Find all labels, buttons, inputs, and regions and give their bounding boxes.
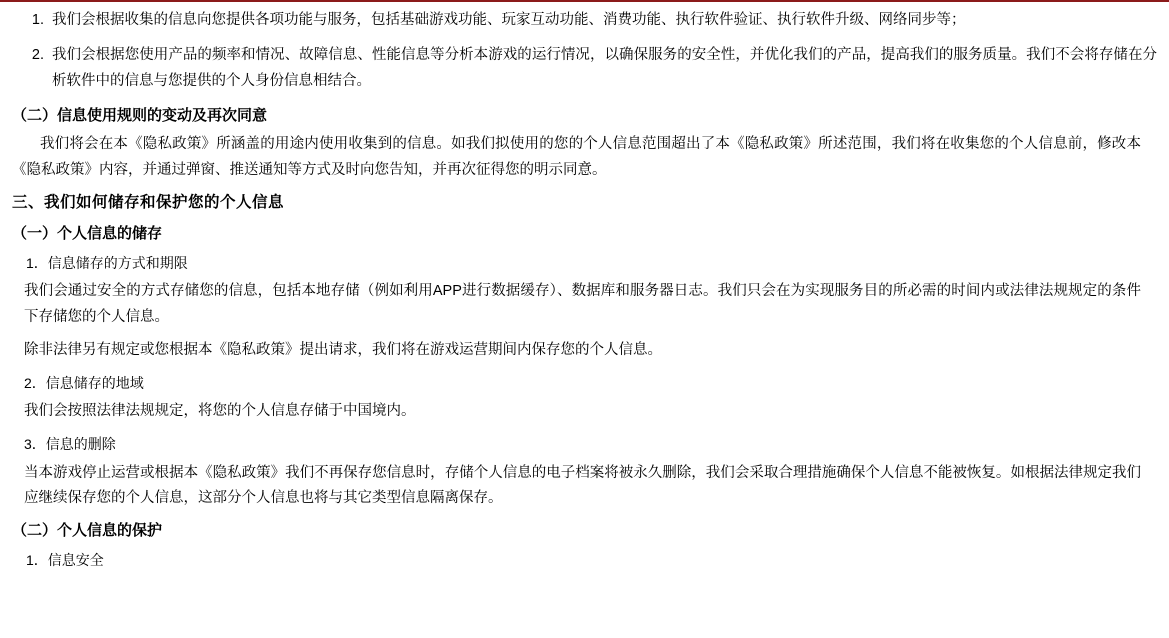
list-item-text: 2. 我们会根据您使用产品的频率和情况、故障信息、性能信息等分析本游戏的运行情况，以确保服务的安全性，并优化我们的产品，提高我们的服务质量。我们不会将存储在分析软件中的信息与您提供的个人身份信息相结合。 [52,47,1157,89]
list-item [48,8,1157,33]
list-item [48,43,1157,94]
sub-sub-heading-information-security: 1．信息安全 [26,552,104,569]
top-divider-rule [0,0,1169,2]
sub-sub-heading-information-deletion: 3．信息的删除 [24,435,116,452]
paragraph-information-deletion: 当本游戏停止运营或根据本《隐私政策》我们不再保存您信息时，存储个人信息的电子档案将被永久删除，我们会采取合理措施确保个人信息不能被恢复。如根据法律规定我们应继续保存您的个人信息，这部分个人信息也将与其它类型信息隔离保存。 [24,464,1141,506]
sub-heading-personal-information-protection: （二）个人信息的保护 [12,522,163,540]
sub-sub-heading-storage-method-period: 1．信息储存的方式和期限 [26,254,188,271]
sub-heading-information-use-change: （二）信息使用规则的变动及再次同意 [12,107,268,125]
list-item-text: 1. 我们会根据收集的信息向您提供各项功能与服务，包括基础游戏功能、玩家互动功能、消费功能、执行软件验证、执行软件升级、网络同步等； [52,12,966,28]
paragraph-storage-period: 除非法律另有规定或您根据本《隐私政策》提出请求，我们将在游戏运营期间内保存您的个人信息。 [24,342,662,359]
paragraph-storage-method: 我们会通过安全的方式存储您的信息，包括本地存储（例如利用APP进行数据缓存）、数据库和服务器日志。我们只会在为实现服务目的所必需的时间内或法律法规规定的条件下存储您的个人信息。 [24,283,1141,325]
sub-sub-heading-storage-region: 2．信息储存的地域 [24,374,144,391]
paragraph-storage-region: 我们会按照法律法规规定，将您的个人信息存储于中国境内。 [24,403,416,420]
sub-heading-personal-information-storage: （一）个人信息的储存 [12,224,163,242]
section-heading-storage-protection: 三、我们如何储存和保护您的个人信息 [12,193,285,211]
paragraph-information-use-change: 我们将会在本《隐私政策》所涵盖的用途内使用收集到的信息。如我们拟使用的您的个人信息范围超出了本《隐私政策》所述范围，我们将在收集您的个人信息前，修改本《隐私政策》内容，并通过弹窗、推送通知等方式及时向您告知，并再次征得您的明示同意。 [12,136,1141,178]
numbered-list [0,8,1157,94]
